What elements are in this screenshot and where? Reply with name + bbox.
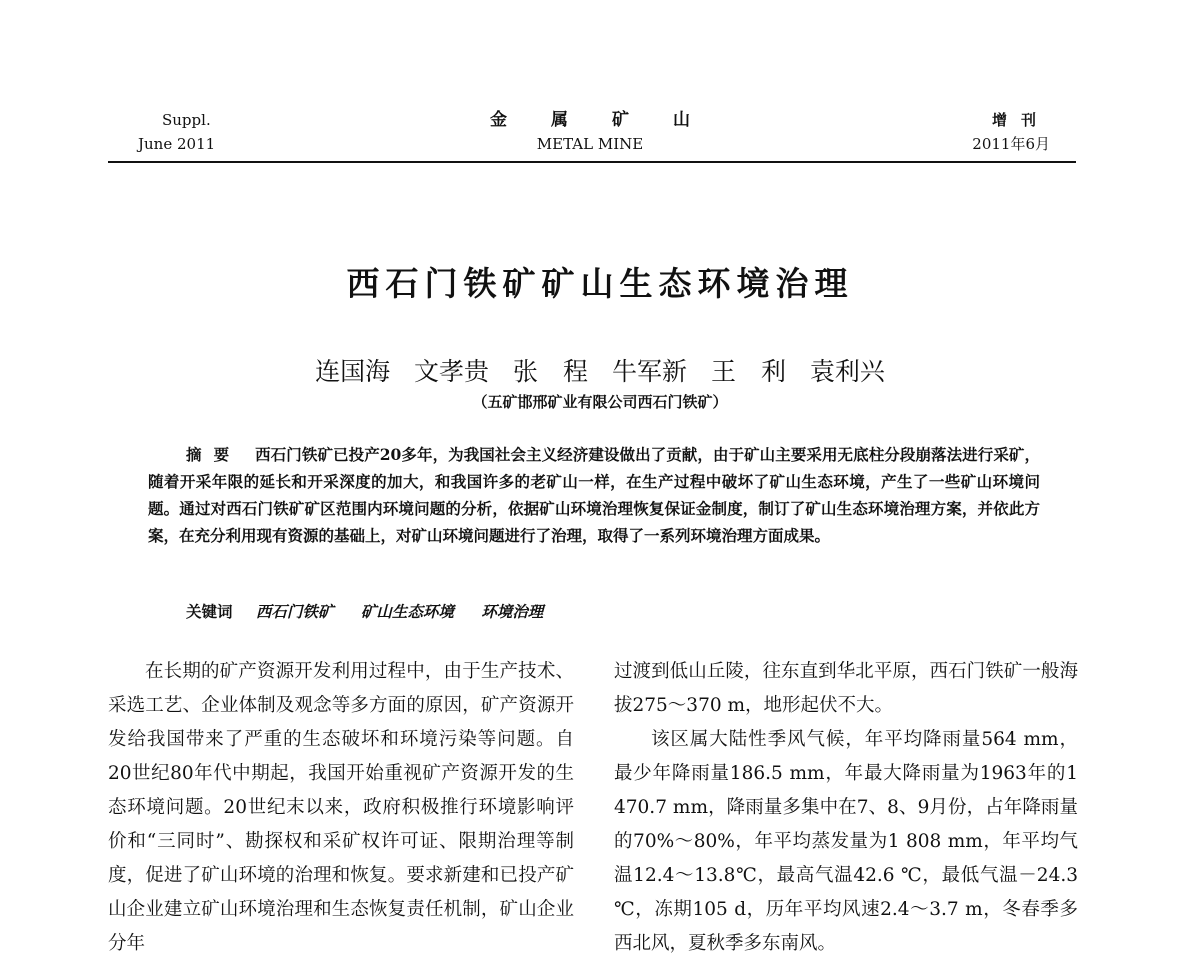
author: 文孝贵 (414, 357, 490, 386)
author: 袁利兴 (809, 357, 885, 386)
header-supplement-cn: 增刊 (991, 111, 1050, 129)
author: 张 程 (513, 357, 589, 386)
body-paragraph: 过渡到低山丘陵，往东直到华北平原，西石门铁矿一般海拔275～370 m，地形起伏不大。 (614, 661, 1078, 716)
journal-name-cn: 金属矿山 (490, 110, 734, 130)
header-date-en: June 2011 (138, 135, 216, 153)
keywords (186, 600, 565, 622)
header-suppl: Suppl. (162, 111, 211, 129)
header-date-cn: 2011年6月 (972, 135, 1050, 153)
keyword: 矿山生态环境 (360, 602, 454, 621)
header-journal (440, 108, 740, 156)
keyword: 西石门铁矿 (255, 602, 334, 621)
header-left (138, 108, 215, 156)
header-right (972, 108, 1050, 156)
author-affiliation: （五矿邯邢矿业有限公司西石门铁矿） (472, 393, 728, 411)
body-column-right (614, 655, 1078, 961)
body-column-left (108, 655, 574, 961)
author: 牛军新 (611, 357, 687, 386)
abstract-label: 摘要 (186, 445, 242, 464)
body-paragraph: 在长期的矿产资源开发利用过程中，由于生产技术、采选工艺、企业体制及观念等多方面的原因，矿产资源开发给我国带来了严重的生态破坏和环境污染等问题。自20世纪80年代中期起，我国开始重视矿产资源开发的生态环境问题。20世纪末以来，政府积极推行环境影响评价和“三同时”、勘探权和采矿权许可证、限期治理等制度，促进了矿山环境的治理和恢复。要求新建和已投产矿山企业建立矿山环境治理和生态恢复责任机制，矿山企业分年 (108, 661, 574, 954)
abstract (148, 441, 1040, 549)
keyword: 环境治理 (481, 602, 544, 621)
article-title: 西石门铁矿矿山生态环境治理 (346, 264, 854, 303)
body-paragraph: 该区属大陆性季风气候，年平均降雨量564 mm，最少年降雨量186.5 mm，年最大降雨量为1963年的1 470.7 mm，降雨量多集中在7、8、9月份，占年降雨量的70%～80%，年平均蒸发量为1 808 mm，年平均气温12.4～13.8℃，最高气温42.6 ℃，最低气温－24.3 ℃，冻期105 d，历年平均风速2.4～3.7 m，冬春季多西北风，夏秋季多东南风。 (614, 729, 1078, 954)
abstract-text: 西石门铁矿已投产20多年，为我国社会主义经济建设做出了贡献，由于矿山主要采用无底柱分段崩落法进行采矿，随着开采年限的延长和开采深度的加大，和我国许多的老矿山一样，在生产过程中破坏了矿山生态环境，产生了一些矿山环境问题。通过对西石门铁矿矿区范围内环境问题的分析，依据矿山环境治理恢复保证金制度，制订了矿山生态环境治理方案，并依此方案，在充分利用现有资源的基础上，对矿山环境问题进行了治理，取得了一系列环境治理方面成果。 (148, 445, 1040, 545)
journal-name-en: METAL MINE (536, 135, 644, 153)
author-list (0, 352, 1200, 388)
header-rule (108, 161, 1076, 163)
keywords-label: 关键词 (186, 602, 233, 621)
author: 王 利 (710, 357, 786, 386)
author: 连国海 (315, 357, 391, 386)
